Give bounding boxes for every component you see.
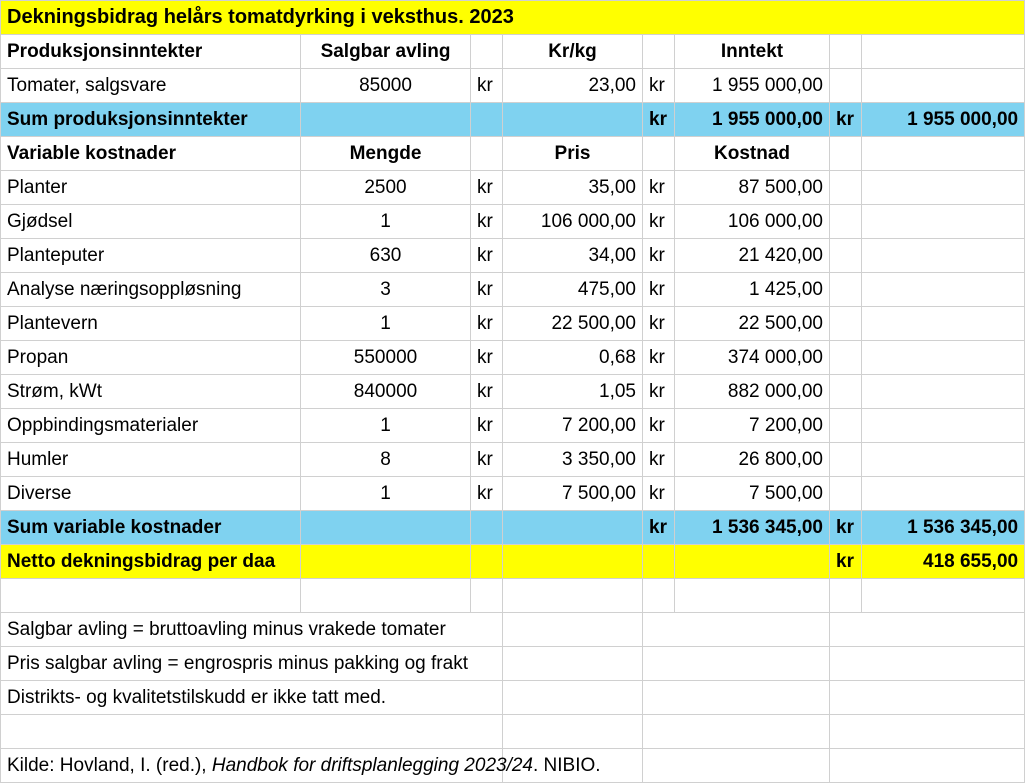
row-amount: 26 800,00 <box>675 443 830 477</box>
row-total-currency <box>830 375 862 409</box>
row-price: 3 350,00 <box>503 443 643 477</box>
table-row <box>1 409 1025 443</box>
row-total <box>862 171 1025 205</box>
row-qty: 1 <box>301 477 471 511</box>
costs-sum-total-currency: kr <box>830 511 862 545</box>
row-qty: 1 <box>301 307 471 341</box>
row-total-currency <box>830 273 862 307</box>
netto-qty <box>301 545 471 579</box>
row-amount-currency: kr <box>643 409 675 443</box>
row-price-currency: kr <box>471 477 503 511</box>
row-total-currency <box>830 443 862 477</box>
row-amount-currency: kr <box>643 171 675 205</box>
row-amount-currency: kr <box>643 239 675 273</box>
costs-header-row <box>1 137 1025 171</box>
costs-header-qty: Mengde <box>301 137 471 171</box>
row-amount-currency: kr <box>643 443 675 477</box>
income-header-row <box>1 35 1025 69</box>
note-row <box>1 613 1025 647</box>
row-label: Gjødsel <box>1 205 301 239</box>
note-empty-cell <box>1 715 503 749</box>
note-empty-cell <box>643 681 830 715</box>
row-price-currency: kr <box>471 171 503 205</box>
costs-sum-amount: 1 536 345,00 <box>675 511 830 545</box>
row-price: 7 200,00 <box>503 409 643 443</box>
netto-amount-currency <box>643 545 675 579</box>
note-empty-cell <box>503 647 643 681</box>
table-row <box>1 341 1025 375</box>
sheet-title-row <box>1 1 1025 35</box>
row-price-currency: kr <box>471 239 503 273</box>
row-label: Planter <box>1 171 301 205</box>
row-price-currency: kr <box>471 205 503 239</box>
row-price-currency: kr <box>471 443 503 477</box>
row-price: 106 000,00 <box>503 205 643 239</box>
note-text-1: Salgbar avling = bruttoavling minus vrakede tomater <box>1 613 503 647</box>
row-qty: 840000 <box>301 375 471 409</box>
row-total-currency <box>830 477 862 511</box>
note-spacer-row <box>1 715 1025 749</box>
row-label: Planteputer <box>1 239 301 273</box>
source-citation <box>1 749 601 783</box>
row-price: 22 500,00 <box>503 307 643 341</box>
row-qty: 85000 <box>301 69 471 103</box>
spacer-row <box>1 579 1025 613</box>
income-sum-amount: 1 955 000,00 <box>675 103 830 137</box>
row-amount: 22 500,00 <box>675 307 830 341</box>
income-sum-amount-currency: kr <box>643 103 675 137</box>
row-total <box>862 443 1025 477</box>
note-empty-cell <box>830 749 1025 783</box>
netto-total-currency: kr <box>830 545 862 579</box>
row-label: Plantevern <box>1 307 301 341</box>
income-header-qty: Salgbar avling <box>301 35 471 69</box>
income-header-kr-c <box>830 35 862 69</box>
row-label: Oppbindingsmaterialer <box>1 409 301 443</box>
spacer-cell <box>301 579 471 613</box>
row-total-currency <box>830 171 862 205</box>
row-price-currency: kr <box>471 341 503 375</box>
table-row <box>1 273 1025 307</box>
source-row <box>1 749 1025 783</box>
row-label: Strøm, kWt <box>1 375 301 409</box>
costs-header-total <box>862 137 1025 171</box>
row-price: 7 500,00 <box>503 477 643 511</box>
note-empty-cell <box>643 749 830 783</box>
spacer-cell <box>830 579 862 613</box>
row-total-currency <box>830 205 862 239</box>
note-text-2: Pris salgbar avling = engrospris minus pakking og frakt <box>1 647 503 681</box>
costs-sum-price <box>503 511 643 545</box>
costs-sum-row <box>1 511 1025 545</box>
spacer-cell <box>643 579 675 613</box>
row-price: 1,05 <box>503 375 643 409</box>
income-sum-kr-a <box>471 103 503 137</box>
row-price-currency: kr <box>471 375 503 409</box>
row-amount: 7 500,00 <box>675 477 830 511</box>
row-total-currency <box>830 239 862 273</box>
row-label: Diverse <box>1 477 301 511</box>
row-label: Analyse næringsoppløsning <box>1 273 301 307</box>
note-row <box>1 681 1025 715</box>
row-price-currency: kr <box>471 409 503 443</box>
table-row <box>1 69 1025 103</box>
netto-label: Netto dekningsbidrag per daa <box>1 545 301 579</box>
row-amount: 374 000,00 <box>675 341 830 375</box>
table-row <box>1 375 1025 409</box>
row-qty: 1 <box>301 205 471 239</box>
note-empty-cell <box>830 613 1025 647</box>
note-empty-cell <box>830 647 1025 681</box>
row-price-currency: kr <box>471 307 503 341</box>
costs-header-label: Variable kostnader <box>1 137 301 171</box>
note-empty-cell <box>503 681 643 715</box>
note-row <box>1 647 1025 681</box>
row-qty: 3 <box>301 273 471 307</box>
costs-sum-amount-currency: kr <box>643 511 675 545</box>
row-price: 35,00 <box>503 171 643 205</box>
row-price: 34,00 <box>503 239 643 273</box>
row-total <box>862 341 1025 375</box>
row-price: 23,00 <box>503 69 643 103</box>
row-price: 0,68 <box>503 341 643 375</box>
table-row <box>1 205 1025 239</box>
row-total <box>862 477 1025 511</box>
table-row <box>1 443 1025 477</box>
netto-kr-a <box>471 545 503 579</box>
row-qty: 8 <box>301 443 471 477</box>
row-qty: 630 <box>301 239 471 273</box>
income-header-price: Kr/kg <box>503 35 643 69</box>
source-title: Handbok for driftsplanlegging 2023/24 <box>211 754 533 776</box>
row-amount-currency: kr <box>643 307 675 341</box>
income-header-kr-a <box>471 35 503 69</box>
row-price-currency: kr <box>471 69 503 103</box>
income-sum-total: 1 955 000,00 <box>862 103 1025 137</box>
row-amount: 1 955 000,00 <box>675 69 830 103</box>
netto-total: 418 655,00 <box>862 545 1025 579</box>
spacer-cell <box>1 579 301 613</box>
row-qty: 1 <box>301 409 471 443</box>
income-sum-row <box>1 103 1025 137</box>
row-total <box>862 307 1025 341</box>
sheet-title: Dekningsbidrag helårs tomatdyrking i veksthus. 2023 <box>1 1 1025 35</box>
row-qty: 2500 <box>301 171 471 205</box>
costs-sum-total: 1 536 345,00 <box>862 511 1025 545</box>
table-row <box>1 477 1025 511</box>
row-amount-currency: kr <box>643 477 675 511</box>
netto-price <box>503 545 643 579</box>
note-empty-cell <box>830 681 1025 715</box>
costs-sum-kr-a <box>471 511 503 545</box>
costs-sum-qty <box>301 511 471 545</box>
row-amount: 7 200,00 <box>675 409 830 443</box>
spacer-cell <box>675 579 830 613</box>
row-qty: 550000 <box>301 341 471 375</box>
income-sum-price <box>503 103 643 137</box>
costs-sum-label: Sum variable kostnader <box>1 511 301 545</box>
income-sum-label: Sum produksjonsinntekter <box>1 103 301 137</box>
row-label: Propan <box>1 341 301 375</box>
row-amount-currency: kr <box>643 273 675 307</box>
table-row <box>1 171 1025 205</box>
spacer-cell <box>471 579 503 613</box>
row-amount: 87 500,00 <box>675 171 830 205</box>
row-total <box>862 375 1025 409</box>
note-empty-cell <box>830 715 1025 749</box>
note-text-3: Distrikts- og kvalitetstilskudd er ikke tatt med. <box>1 681 503 715</box>
row-amount-currency: kr <box>643 69 675 103</box>
row-price: 475,00 <box>503 273 643 307</box>
income-header-kr-b <box>643 35 675 69</box>
row-label: Humler <box>1 443 301 477</box>
income-header-amount: Inntekt <box>675 35 830 69</box>
note-empty-cell <box>503 613 643 647</box>
row-total-currency <box>830 69 862 103</box>
costs-header-kr-b <box>643 137 675 171</box>
note-empty-cell <box>643 715 830 749</box>
row-total <box>862 409 1025 443</box>
income-header-label: Produksjonsinntekter <box>1 35 301 69</box>
income-sum-total-currency: kr <box>830 103 862 137</box>
row-amount-currency: kr <box>643 341 675 375</box>
row-amount-currency: kr <box>643 205 675 239</box>
table-row <box>1 239 1025 273</box>
row-total <box>862 273 1025 307</box>
row-total <box>862 239 1025 273</box>
row-total-currency <box>830 341 862 375</box>
spacer-cell <box>503 579 643 613</box>
income-header-total <box>862 35 1025 69</box>
source-prefix: Kilde: Hovland, I. (red.), <box>7 754 212 776</box>
costs-header-kr-a <box>471 137 503 171</box>
source-suffix: . NIBIO. <box>533 754 601 776</box>
income-sum-qty <box>301 103 471 137</box>
row-total-currency <box>830 307 862 341</box>
costs-header-amount: Kostnad <box>675 137 830 171</box>
row-amount-currency: kr <box>643 375 675 409</box>
note-empty-cell <box>643 647 830 681</box>
spacer-cell <box>862 579 1025 613</box>
row-total-currency <box>830 409 862 443</box>
table-row <box>1 307 1025 341</box>
costs-header-price: Pris <box>503 137 643 171</box>
row-label: Tomater, salgsvare <box>1 69 301 103</box>
row-amount: 882 000,00 <box>675 375 830 409</box>
netto-amount <box>675 545 830 579</box>
row-amount: 21 420,00 <box>675 239 830 273</box>
note-empty-cell <box>503 715 643 749</box>
row-amount: 106 000,00 <box>675 205 830 239</box>
row-price-currency: kr <box>471 273 503 307</box>
netto-row <box>1 545 1025 579</box>
row-total <box>862 205 1025 239</box>
row-total <box>862 69 1025 103</box>
row-amount: 1 425,00 <box>675 273 830 307</box>
costs-header-kr-c <box>830 137 862 171</box>
note-empty-cell <box>643 613 830 647</box>
